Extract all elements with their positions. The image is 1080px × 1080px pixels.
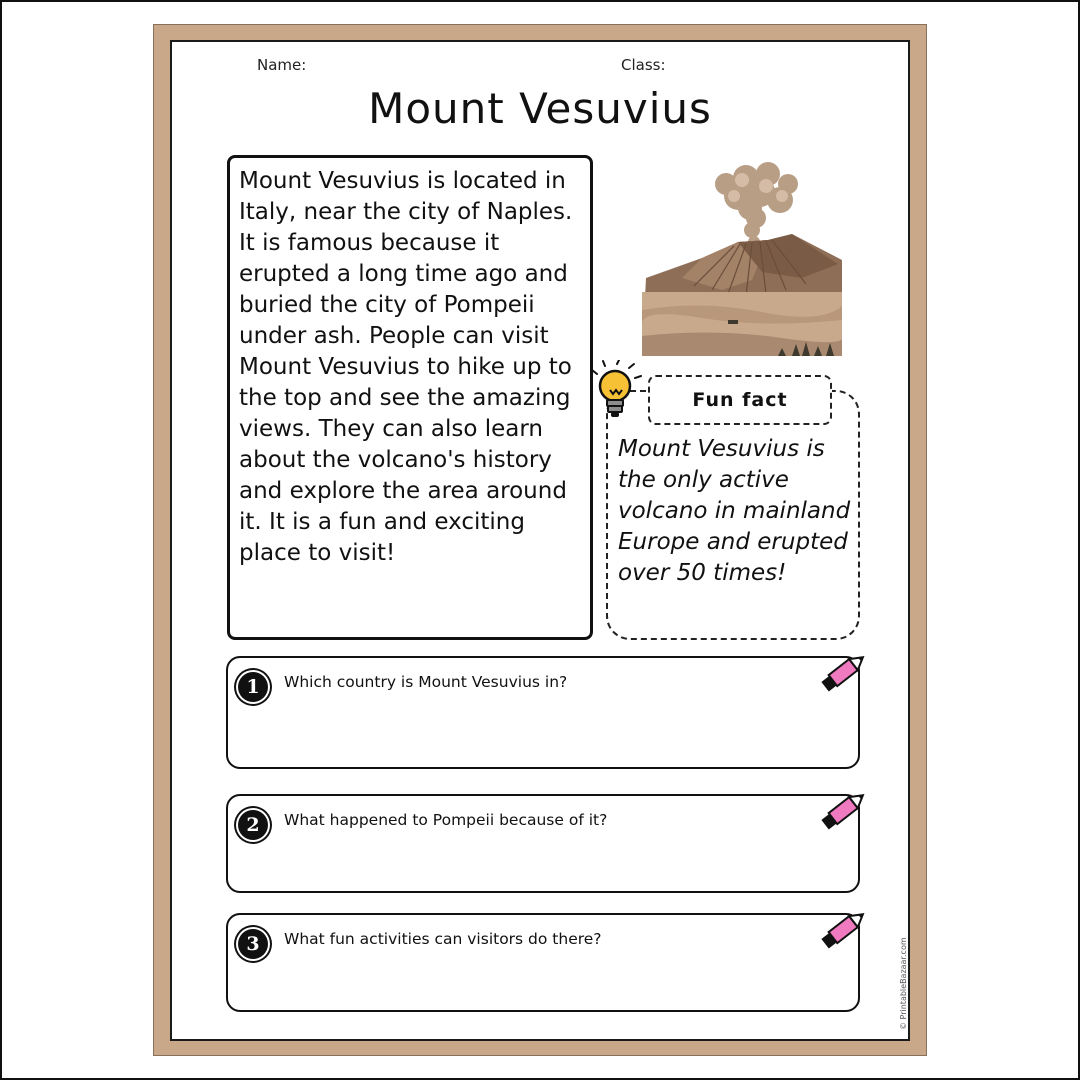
pencil-icon — [818, 648, 870, 696]
pencil-icon — [818, 905, 870, 953]
name-label: Name: — [257, 56, 307, 74]
lightbulb-icon — [591, 360, 643, 422]
volcano-illustration — [642, 160, 842, 356]
fun-fact-text: Mount Vesuvius is the only active volcano in mainland Europe and erupted over 50 times! — [618, 436, 851, 586]
question-box-2[interactable] — [226, 794, 860, 893]
question-text-2: What happened to Pompeii because of it? — [284, 811, 608, 829]
question-number-badge: 1 — [238, 672, 268, 702]
copyright-credit: © PrintableBazaar.com — [899, 937, 908, 1030]
question-text-3: What fun activities can visitors do there? — [284, 930, 602, 948]
fun-fact-label: Fun fact — [648, 375, 832, 425]
reading-passage-text: Mount Vesuvius is located in Italy, near the city of Naples. It is famous because it erupted a long time ago and buried the city of Pompeii under ash. People can visit Mount Vesuvius to hike up to the top and see the amazing views. They can also learn about the volcano's history and explore the area around it. It is a fun and exciting place to visit! — [239, 168, 573, 566]
pencil-icon — [818, 786, 870, 834]
question-number-badge: 2 — [238, 810, 268, 840]
page-title: Mount Vesuvius — [368, 84, 712, 133]
question-number-badge: 3 — [238, 929, 268, 959]
class-label: Class: — [621, 56, 666, 74]
question-box-3[interactable] — [226, 913, 860, 1012]
question-text-1: Which country is Mount Vesuvius in? — [284, 673, 568, 691]
question-box-1[interactable] — [226, 656, 860, 769]
reading-passage-box — [227, 155, 593, 640]
